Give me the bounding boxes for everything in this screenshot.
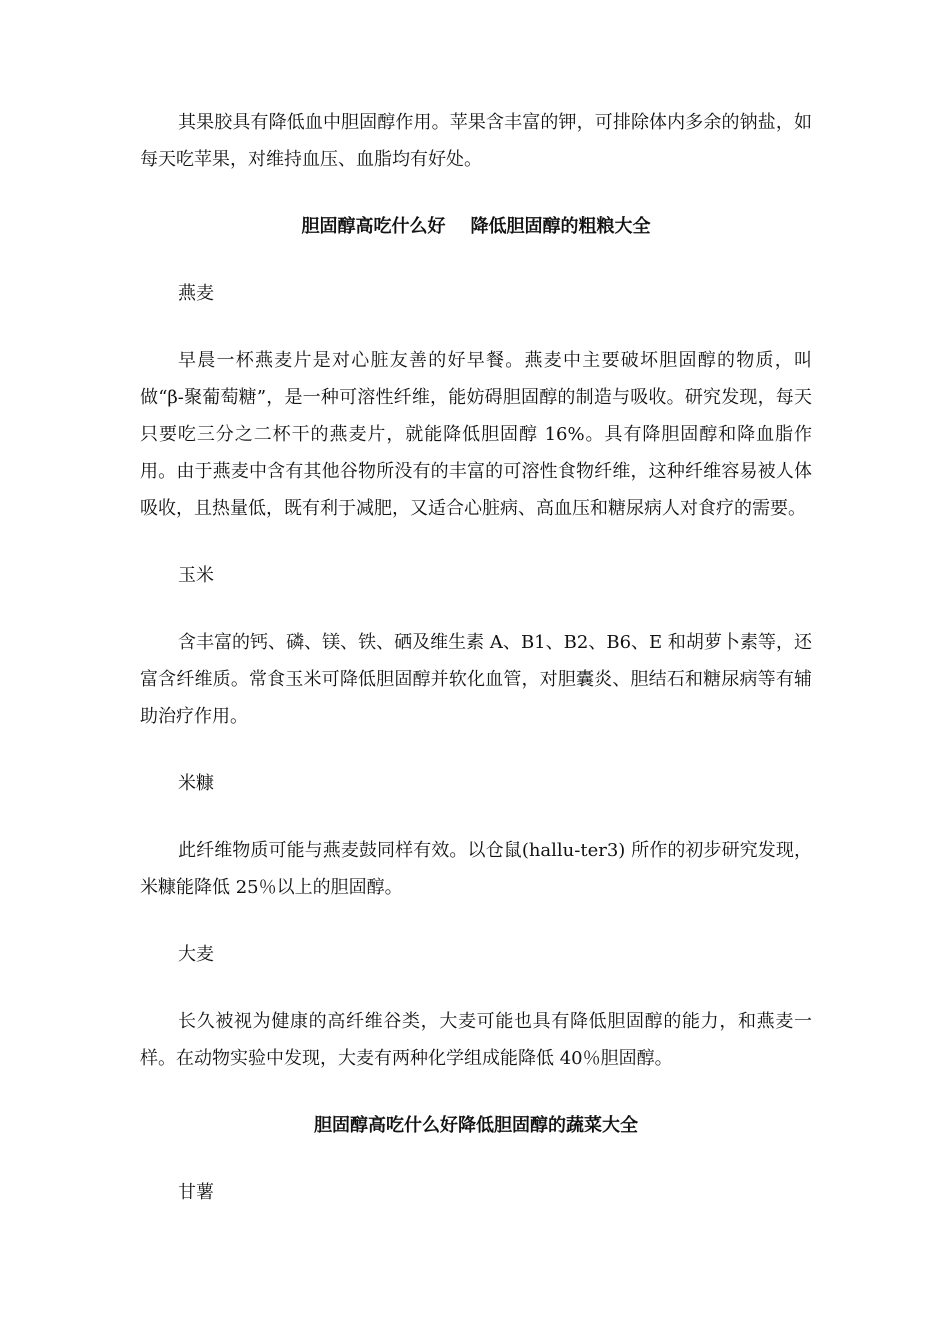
spacer: [140, 594, 812, 624]
item-title-corn: 玉米: [178, 565, 214, 586]
spacer: [140, 1077, 812, 1107]
spacer: [140, 802, 812, 832]
spacer: [140, 973, 812, 1003]
section-title-vegetables: 胆固醇高吃什么好降低胆固醇的蔬菜大全: [314, 1115, 638, 1136]
section-title-grains: 胆固醇高吃什么好 降低胆固醇的粗粮大全: [301, 216, 651, 237]
document-page: [140, 104, 812, 1211]
item-text-barley: 长久被视为健康的高纤维谷类，大麦可能也具有降低胆固醇的能力，和燕麦一样。在动物实验中发现，大麦有两种化学组成能降低 40％胆固醇。: [140, 1011, 812, 1069]
spacer: [140, 735, 812, 765]
spacer: [140, 906, 812, 936]
item-text-corn: 含丰富的钙、磷、镁、铁、硒及维生素 A、B1、B2、B6、E 和胡萝卜素等，还富含纤维质。常食玉米可降低胆固醇并软化血管，对胆囊炎、胆结石和糖尿病等有辅助治疗作用。: [140, 632, 812, 727]
item-title-barley: 大麦: [178, 944, 214, 965]
item-title-sweet-potato: 甘薯: [178, 1182, 214, 1203]
item-text-oats: 早晨一杯燕麦片是对心脏友善的好早餐。燕麦中主要破坏胆固醇的物质，叫做“β-聚葡萄糖”，是一种可溶性纤维，能妨碍胆固醇的制造与吸收。研究发现，每天只要吃三分之二杯干的燕麦片，就能降低胆固醇 16%。具有降胆固醇和降血脂作用。由于燕麦中含有其他谷物所没有的丰富的可溶性食物纤维，这种纤维容易被人体吸收，且热量低，既有利于减肥，又适合心脏病、高血压和糖尿病人对食疗的需要。: [140, 350, 812, 519]
spacer: [140, 1144, 812, 1174]
item-text-rice-bran: 此纤维物质可能与燕麦鼓同样有效。以仓鼠(hallu-ter3) 所作的初步研究发现，米糠能降低 25％以上的胆固醇。: [140, 840, 812, 898]
item-title-rice-bran: 米糠: [178, 773, 214, 794]
spacer: [140, 245, 812, 275]
spacer: [140, 527, 812, 557]
spacer: [140, 312, 812, 342]
item-title-oats: 燕麦: [178, 283, 214, 304]
intro-paragraph: 其果胶具有降低血中胆固醇作用。苹果含丰富的钾，可排除体内多余的钠盐，如每天吃苹果，对维持血压、血脂均有好处。: [140, 112, 812, 170]
spacer: [140, 178, 812, 208]
